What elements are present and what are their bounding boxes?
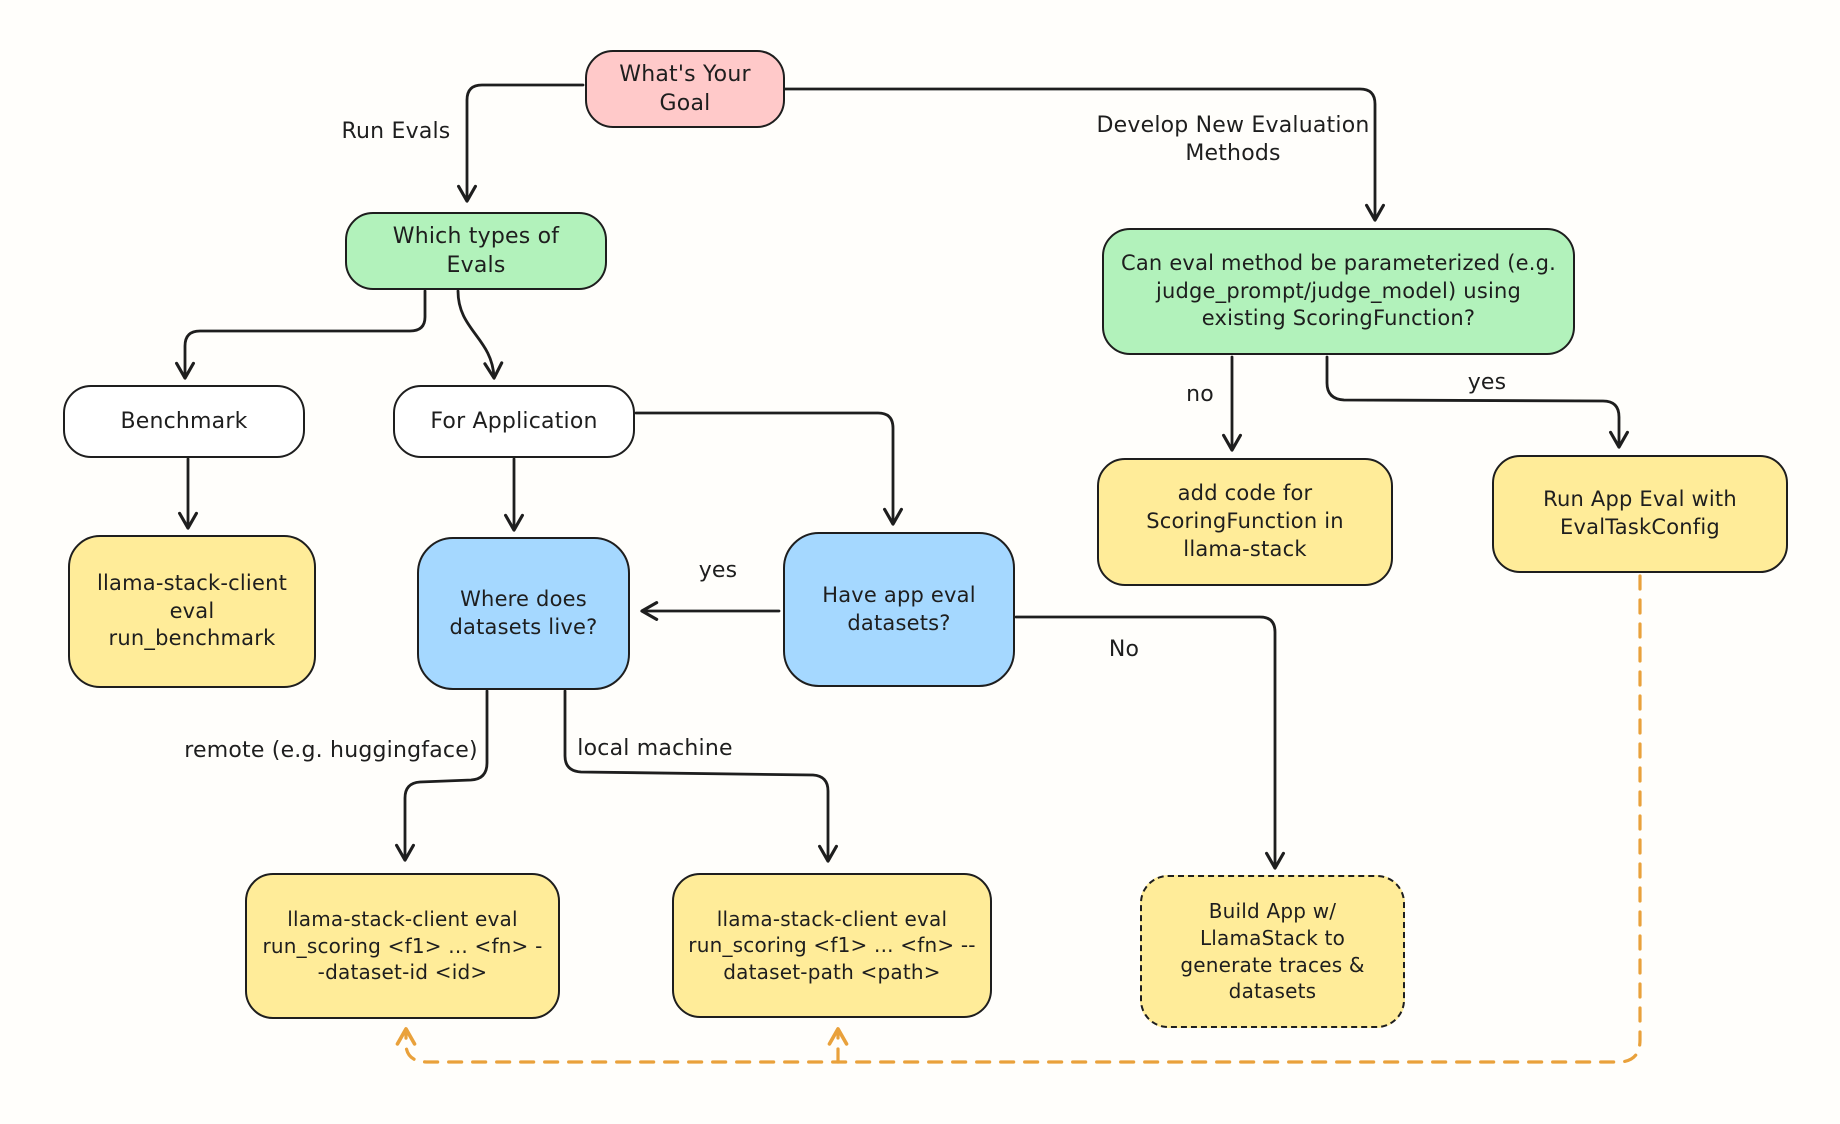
node-run-scoring-dataset-path-command: llama-stack-client eval run_scoring <f1> ... <fn> --dataset-path <path>: [672, 873, 992, 1018]
node-where-does-datasets-live: Where does datasets live?: [417, 537, 630, 690]
node-for-application: For Application: [393, 385, 635, 458]
edge-label-no-parameterize: no: [1186, 382, 1214, 407]
node-can-eval-method-be-parameterized: Can eval method be parameterized (e.g. judge_prompt/judge_model) using existing ScoringFunction?: [1102, 228, 1575, 355]
edge-forapp-to-have-datasets: [636, 413, 893, 523]
node-have-app-eval-datasets: Have app eval datasets?: [783, 532, 1015, 687]
edge-label-yes-have-datasets: yes: [698, 558, 738, 583]
node-run-benchmark-command: llama-stack-client eval run_benchmark: [68, 535, 316, 688]
node-build-app-with-llamastack: Build App w/ LlamaStack to generate traces & datasets: [1140, 875, 1405, 1028]
node-which-types-of-evals: Which types of Evals: [345, 212, 607, 290]
node-run-app-eval-with-evaltaskconfig: Run App Eval with EvalTaskConfig: [1492, 455, 1788, 573]
edge-where-to-scoring-path-local: [565, 691, 828, 860]
edge-label-develop-new-evaluation-methods: Develop New Evaluation Methods: [1096, 113, 1370, 166]
node-add-code-for-scoringfunction: add code for ScoringFunction in llama-stack: [1097, 458, 1393, 586]
node-run-scoring-dataset-id-command: llama-stack-client eval run_scoring <f1> ... <fn> --dataset-id <id>: [245, 873, 560, 1019]
edge-where-to-scoring-id-remote: [405, 691, 487, 859]
edge-label-run-evals: Run Evals: [341, 119, 451, 144]
edge-label-no-have-datasets: No: [1108, 637, 1140, 662]
edge-label-yes-parameterize: yes: [1467, 370, 1507, 395]
edge-label-remote-huggingface: remote (e.g. huggingface): [184, 738, 478, 763]
edge-which-to-for-application: [458, 291, 494, 377]
node-benchmark: Benchmark: [63, 385, 305, 458]
edge-which-to-benchmark: [185, 291, 425, 377]
node-whats-your-goal: What's Your Goal: [585, 50, 785, 128]
edge-label-local-machine: local machine: [577, 736, 733, 761]
